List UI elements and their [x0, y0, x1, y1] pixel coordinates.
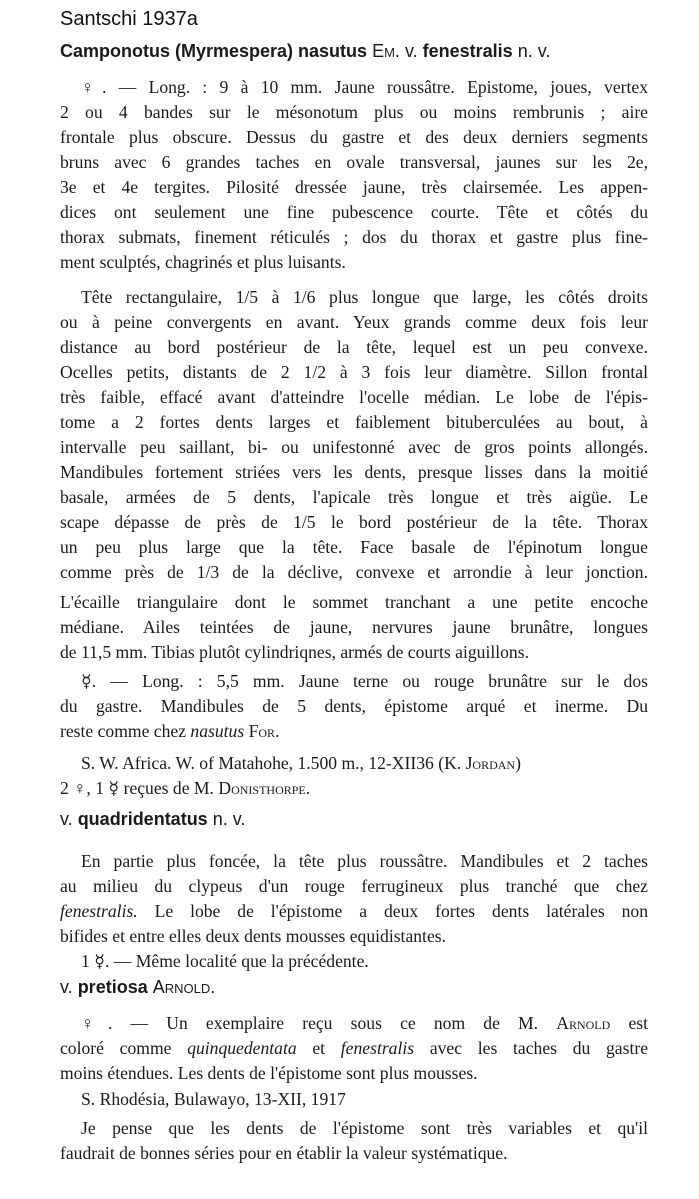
locality-line-2: S. Rhodésia, Bulawayo, 13-XII, 1917 — [81, 1089, 346, 1109]
queen-line-5: 3e et 4e tergites. Pilosité dressée jaune, très clairsemée. Les appen- — [60, 177, 648, 197]
quad-line-2: au milieu du clypeus d'un rouge ferrugineux plus tranché que chez — [60, 876, 648, 896]
taxon-2-name: quadridentatus — [77, 809, 208, 829]
pretiosa-line-1-suffix: est — [610, 1013, 648, 1033]
citation-header: Santschi 1937a — [60, 8, 198, 30]
pretiosa-line-3: moins étendues. Les dents de l'épistome sont plus mousses. — [60, 1063, 478, 1083]
pretiosa-line-1-text: ♀. — Un exemplaire reçu sous ce nom de M. — [81, 1013, 557, 1033]
worker-line-3-text: reste comme chez — [60, 721, 191, 741]
worker-line-3-species: nasutus — [190, 721, 245, 741]
specimens-1-donor: Donisthorpe — [218, 778, 306, 798]
quad-line-4: bifides et entre elles deux dents mousses equidistantes. — [60, 926, 446, 946]
worker-line-3-author: For. — [248, 721, 280, 741]
head-line-8: Mandibules fortement striées vers les dents, presque lisses dans la moitié — [60, 462, 648, 482]
head-line-2: ou à peine convergents en avant. Yeux grands comme deux fois leur — [60, 312, 648, 332]
taxon-name: fenestralis — [422, 41, 513, 61]
head-line-13: L'écaille triangulaire dont le sommet tranchant a une petite encoche — [60, 592, 648, 612]
pretiosa-line-2-c: avec les taches du gastre — [414, 1038, 649, 1058]
pretiosa-line-2-species-2: fenestralis — [340, 1038, 415, 1058]
taxon-3-name: pretiosa — [77, 977, 148, 997]
taxon-3-author: Arnold. — [152, 977, 216, 997]
pretiosa-line-2-a: coloré comme — [60, 1038, 188, 1058]
taxon-heading-quadridentatus — [60, 808, 648, 830]
specimens-1-text: 2 ♀, 1 ☿ reçues de M. — [60, 778, 219, 798]
head-line-9: basale, armées de 5 dents, l'apicale très longue et très aigüe. Le — [60, 487, 648, 507]
head-line-14: médiane. Ailes teintées de jaune, nervures jaune brunâtre, longues — [60, 617, 648, 637]
quad-line-3-text: Le lobe de l'épistome a deux fortes dents latérales non — [137, 901, 648, 921]
head-line-12: comme près de 1/3 de la déclive, convexe et arrondie à leur jonction. — [60, 562, 648, 582]
conclusion-line-2: faudrait de bonnes séries pour en établir la valeur systématique. — [60, 1143, 508, 1163]
worker-line-3 — [60, 720, 648, 742]
worker-line-1: ☿. — Long. : 5,5 mm. Jaune terne ou rouge brunâtre sur le dos — [81, 671, 648, 691]
queen-line-1: ♀. — Long. : 9 à 10 mm. Jaune roussâtre. Epistome, joues, vertex — [81, 77, 648, 97]
taxon-genus: Camponotus (Myrmespera) nasutus — [60, 41, 368, 61]
pretiosa-line-1-name: Arnold — [556, 1013, 611, 1033]
pretiosa-line-2-b: et — [296, 1038, 341, 1058]
head-line-6: tome a 2 fortes dents larges et faiblement bituberculées au bout, à — [60, 412, 648, 432]
locality-line-1 — [60, 752, 648, 774]
queen-line-8: ment sculptés, chagrinés et plus luisants. — [60, 252, 346, 272]
taxon-rank: v. — [404, 41, 418, 61]
pretiosa-line-2-species-1: quinquedentata — [187, 1038, 297, 1058]
head-line-4: Ocelles petits, distants de 2 1/2 à 3 fois leur diamètre. Sillon frontal — [60, 362, 648, 382]
queen-line-2: 2 ou 4 bandes sur le mésonotum plus ou moins rembrunis ; aire — [60, 102, 648, 122]
taxon-2-rank: v. — [60, 809, 73, 829]
taxon-heading-pretiosa — [60, 976, 648, 998]
locality-1-collector: Jordan — [465, 753, 516, 773]
queen-line-6: dices ont seulement une fine pubescence courte. Tête et côtés du — [60, 202, 648, 222]
head-line-1: Tête rectangulaire, 1/5 à 1/6 plus longue que large, les côtés droits — [81, 287, 648, 307]
pretiosa-line-1 — [60, 1012, 648, 1034]
queen-line-7: thorax submats, finement réticulés ; dos du thorax et gastre plus fine- — [60, 227, 648, 247]
head-line-7: intervalle peu saillant, bi- ou unifestonné avec de gros points allongés. — [60, 437, 648, 457]
taxon-author: Em. — [372, 41, 400, 61]
taxon-3-rank: v. — [60, 977, 73, 997]
taxon-2-status: n. v. — [212, 809, 246, 829]
specimens-line-1 — [60, 777, 648, 799]
specimens-1-suffix: . — [305, 778, 311, 798]
head-line-5: très faible, effacé avant d'atteindre l'ocelle médian. Le lobe de l'épis- — [60, 387, 648, 407]
taxon-heading-fenestralis — [60, 40, 648, 62]
quad-line-3 — [60, 900, 648, 922]
queen-line-3: frontale plus obscure. Dessus du gastre et des deux derniers segments — [60, 127, 648, 147]
worker-line-2: du gastre. Mandibules de 5 dents, épistome arqué et inerme. Du — [60, 696, 648, 716]
queen-line-4: bruns avec 6 grandes taches en ovale transversal, jaunes sur les 2e, — [60, 152, 648, 172]
head-line-15: de 11,5 mm. Tibias plutôt cylindriqnes, armés de courts aiguillons. — [60, 642, 529, 662]
taxon-status: n. v. — [517, 41, 551, 61]
head-line-10: scape dépasse de près de 1/5 le bord postérieur de la tête. Thorax — [60, 512, 648, 532]
pretiosa-line-2 — [60, 1037, 648, 1059]
head-line-11: un peu plus large que la tête. Face basale de l'épinotum longue — [60, 537, 648, 557]
quad-line-1: En partie plus foncée, la tête plus roussâtre. Mandibules et 2 taches — [81, 851, 648, 871]
head-line-3: distance au bord postérieur de la tête, lequel est un peu convexe. — [60, 337, 648, 357]
locality-1-text: S. W. Africa. W. of Matahohe, 1.500 m., 12-XII36 (K. — [81, 753, 466, 773]
quad-line-3-species: fenestralis. — [60, 901, 138, 921]
quad-specimen-line: 1 ☿. — Même localité que la précédente. — [81, 951, 369, 971]
locality-1-suffix: ) — [515, 753, 521, 773]
conclusion-line-1: Je pense que les dents de l'épistome sont très variables et qu'il — [81, 1118, 648, 1138]
